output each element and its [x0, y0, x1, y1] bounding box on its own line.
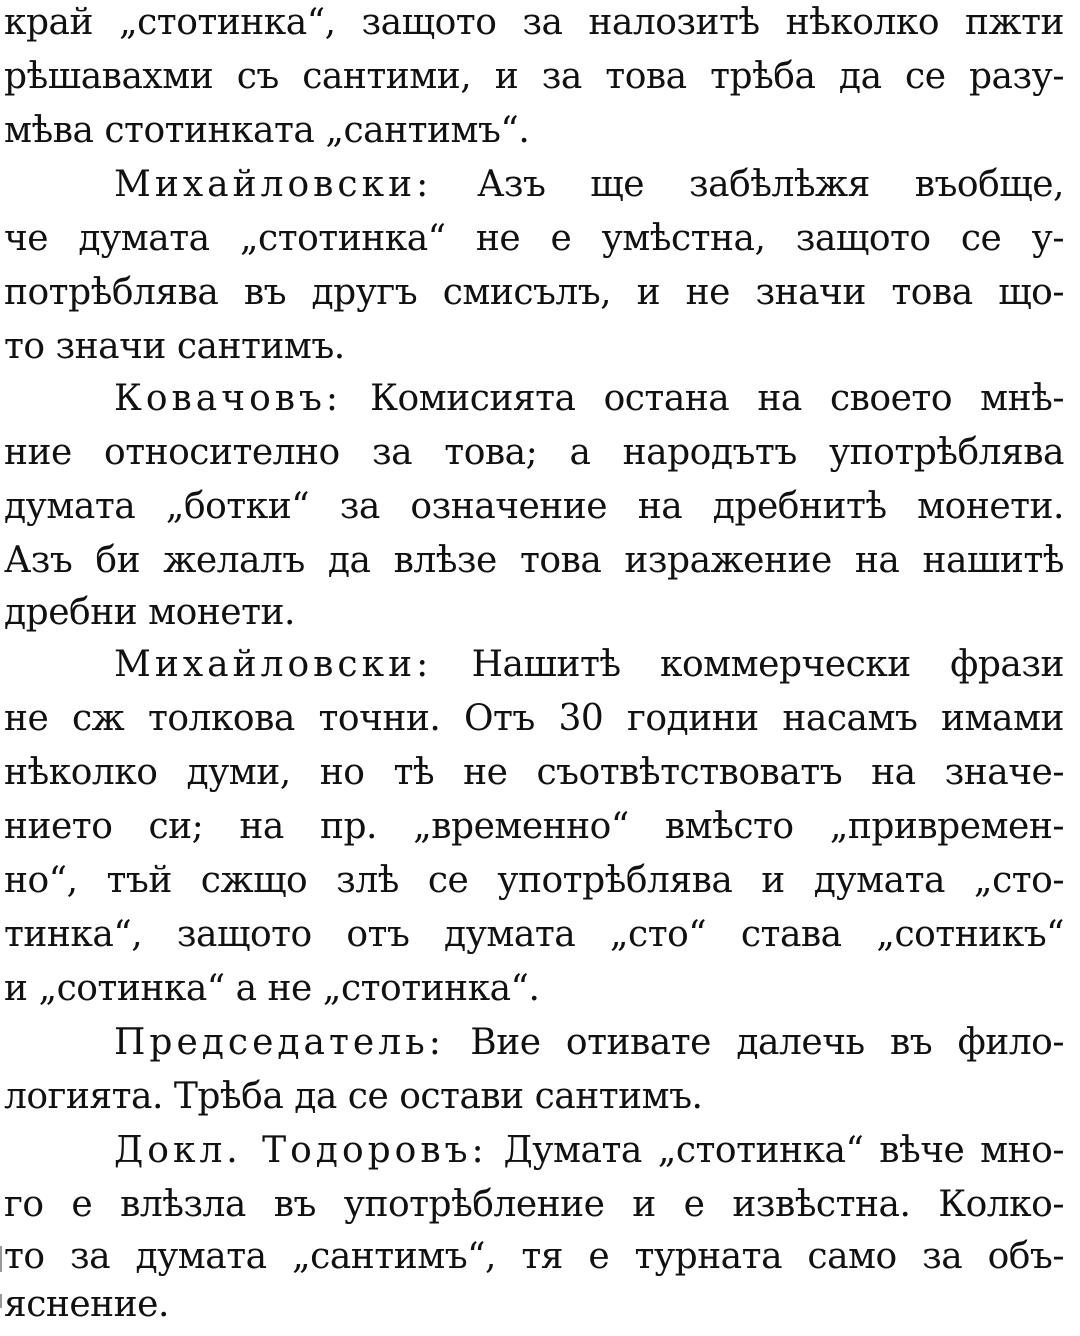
text-line: яснение.	[4, 1284, 169, 1325]
scan-speck	[0, 1246, 2, 1272]
text-line: дребни монети.	[4, 592, 295, 633]
text-line: го е влѣзла въ употрѣбление и е извѣстна. Колко-	[4, 1184, 1064, 1225]
text-line: логията. Трѣба да се остави сантимъ.	[4, 1076, 703, 1117]
text-line: рѣшавахми съ сантими, и за това трѣба да се разу-	[4, 56, 1064, 97]
text-line: потрѣблява въ другъ смисълъ, и не значи това що-	[4, 272, 1064, 313]
text-fragment: Вие отивате далечь въ фило-	[444, 1022, 1064, 1063]
text-fragment: Комисията остана на своето мнѣ-	[342, 378, 1064, 419]
text-line: ние относително за това; а народътъ употрѣблява	[4, 432, 1064, 473]
text-fragment: Думата „стотинка“ вѣче мно-	[487, 1130, 1064, 1171]
text-fragment: Азъ ще забѣлѣжя въобще,	[432, 164, 1064, 205]
text-line: че думата „стотинка“ не е умѣстна, защото се у-	[4, 218, 1064, 259]
paragraph-first-line	[4, 1016, 1064, 1070]
text-line: но“, тъй сжщо злѣ се употрѣблява и думата „сто-	[4, 860, 1064, 901]
text-line: не сж толкова точни. Отъ 30 години насамъ имами	[4, 698, 1064, 739]
text-line: край „стотинка“, защото за налозитѣ нѣколко пжти	[4, 2, 1064, 43]
speaker-name: Ковачовъ:	[114, 378, 343, 419]
paragraph-first-line	[4, 638, 1064, 692]
text-line: нието си; на пр. „временно“ вмѣсто „привремен-	[4, 806, 1064, 847]
speaker-name: Михайловски:	[114, 644, 433, 685]
text-line: тинка“, защото отъ думата „сто“ става „сотникъ“	[4, 914, 1064, 955]
paragraph-first-line	[4, 372, 1064, 426]
scan-speck	[0, 1294, 2, 1308]
paragraph-first-line	[4, 158, 1064, 212]
text-line: Азъ би желалъ да влѣзе това изражение на нашитѣ	[4, 540, 1064, 581]
speaker-name: Докл. Тодоровъ:	[114, 1130, 488, 1171]
speaker-name: Михайловски:	[114, 164, 433, 205]
document-page	[4, 0, 1074, 1336]
text-line: и „сотинка“ а не „стотинка“.	[4, 968, 540, 1009]
text-fragment: Нашитѣ коммерчески фрази	[432, 644, 1064, 685]
text-line: думата „ботки“ за означение на дребнитѣ монети.	[4, 486, 1064, 527]
text-line: то значи сантимъ.	[4, 326, 345, 367]
text-line: нѣколко думи, но тѣ не съотвѣтствоватъ на значе-	[4, 752, 1064, 793]
text-line: мѣва стотинката „сантимъ“.	[4, 110, 530, 151]
speaker-name: Председатель:	[114, 1022, 445, 1063]
paragraph-first-line	[4, 1124, 1064, 1178]
text-line: то за думата „сантимъ“, тя е турната само за объ-	[4, 1236, 1064, 1277]
